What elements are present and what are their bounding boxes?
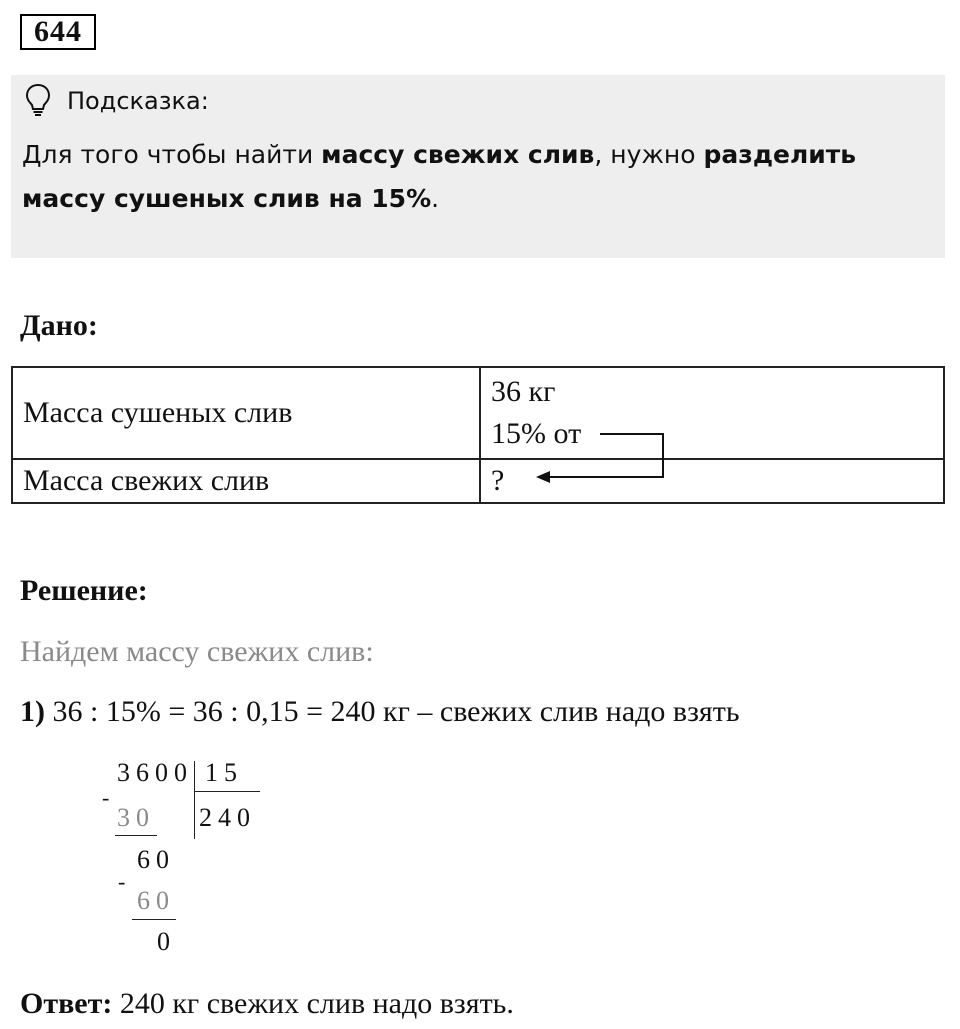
lightbulb-icon bbox=[25, 83, 51, 117]
minus-sign: - bbox=[102, 785, 110, 810]
minus-sign: - bbox=[118, 869, 126, 894]
given-value-fresh: ? bbox=[480, 459, 944, 503]
hint-title: Подсказка: bbox=[67, 87, 209, 115]
given-label-dried: Масса сушеных слив bbox=[12, 367, 480, 459]
table-row bbox=[12, 459, 944, 503]
final-remainder: 0 bbox=[157, 927, 176, 956]
divisor: 15 bbox=[205, 758, 243, 787]
subtrahend-2: 60 bbox=[137, 886, 175, 915]
remainder-1: 60 bbox=[137, 845, 175, 874]
subtraction-line-1 bbox=[115, 835, 157, 836]
given-value-mass: 36 кг bbox=[491, 375, 556, 408]
given-table bbox=[11, 366, 945, 504]
division-vertical-line bbox=[194, 761, 195, 839]
quotient: 240 bbox=[199, 803, 256, 832]
subtraction-line-2 bbox=[132, 919, 176, 920]
given-heading: Дано: bbox=[20, 309, 98, 342]
given-value-percent: 15% от bbox=[491, 417, 582, 450]
hint-box bbox=[11, 75, 945, 258]
hint-text bbox=[22, 133, 922, 221]
solution-step-1 bbox=[20, 693, 740, 731]
hint-text-1: Для того чтобы найти bbox=[22, 140, 322, 169]
task-number: 644 bbox=[20, 14, 96, 50]
long-division bbox=[100, 755, 280, 965]
dividend: 3600 bbox=[117, 758, 193, 787]
step-number: 1) bbox=[20, 695, 45, 728]
answer-label: Ответ: bbox=[20, 987, 113, 1020]
step-text: 36 : 15% = 36 : 0,15 = 240 кг – свежих слив надо взять bbox=[45, 695, 740, 728]
hint-bold-1: массу свежих слив bbox=[321, 140, 595, 169]
relation-arrow bbox=[530, 425, 670, 490]
hint-bold-2: разделить массу сушеных слив на 15% bbox=[22, 140, 857, 213]
solution-heading: Решение: bbox=[20, 574, 148, 607]
hint-text-3: . bbox=[431, 184, 440, 213]
given-label-fresh: Масса свежих слив bbox=[12, 459, 480, 503]
solution-intro: Найдем массу свежих слив: bbox=[20, 635, 374, 668]
table-row bbox=[12, 367, 944, 459]
subtrahend-1: 30 bbox=[117, 803, 155, 832]
answer bbox=[20, 985, 514, 1023]
hint-text-2: , нужно bbox=[594, 140, 704, 169]
answer-text: 240 кг свежих слив надо взять. bbox=[112, 987, 514, 1020]
division-divisor-line bbox=[195, 791, 260, 792]
